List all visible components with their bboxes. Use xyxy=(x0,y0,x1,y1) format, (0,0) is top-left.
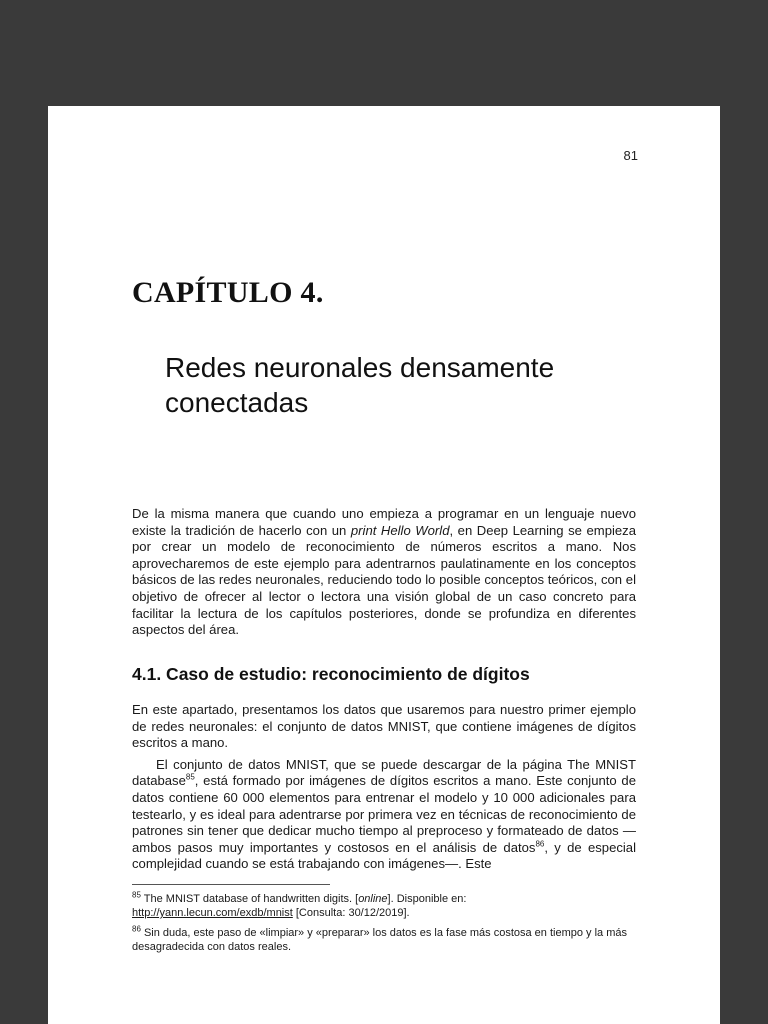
intro-text-b: , en Deep Learning se empieza por crear un modelo de reconocimiento de números escritos a mano. Nos aprovecharemos de este ejemplo para adentrarnos paulatinamente en los conceptos básicos de las redes neuronales, reduciendo todo lo posible conceptos teóricos, con el objetivo de ofrecer al lector o lectora una visión global de un caso concreto para facilitar la lectura de los capítulos posteriores, donde se profundiza en diferentes aspectos del área. xyxy=(132,522,636,638)
footnote-text: The MNIST database of handwritten digits. [ xyxy=(140,893,359,905)
footnote-85 xyxy=(132,892,642,920)
section-text-c: , y de especial complejidad cuando se está trabajando con imágenes—. Este xyxy=(132,839,636,872)
intro-emphasis: print Hello World xyxy=(350,522,450,538)
intro-paragraph xyxy=(132,506,636,639)
section-paragraph-2 xyxy=(132,757,636,873)
footnote-86 xyxy=(132,926,642,954)
footnote-text: ]. Disponible en: xyxy=(387,893,467,905)
footnote-number: 86 xyxy=(132,924,141,934)
section-paragraph-1: En este apartado, presentamos los datos que usaremos para nuestro primer ejemplo de redes neuronales: el conjunto de datos MNIST, que contiene imágenes de dígitos escritos a mano. xyxy=(132,702,636,751)
section-text-b: , está formado por imágenes de dígitos escritos a mano. Este conjunto de datos contiene 60 000 elementos para entrenar el modelo y 10 000 adicionales para testearlo, y es ideal para adentrarse por primera vez en técnicas de reconocimiento de patrones sin tener que dedicar mucho tiempo al preproceso y formateado de datos —ambos pasos muy importantes y costosos en el análisis de datos xyxy=(132,773,636,855)
footnote-divider xyxy=(132,884,330,885)
footnote-ref-86[interactable]: 86 xyxy=(535,839,545,849)
page-number: 81 xyxy=(623,148,638,163)
footnotes xyxy=(132,892,642,960)
footnote-text: [Consulta: 30/12/2019]. xyxy=(292,907,410,919)
chapter-label: CAPÍTULO 4. xyxy=(132,276,324,309)
footnote-number: 85 xyxy=(132,890,141,900)
footnote-ref-85[interactable]: 85 xyxy=(185,773,195,783)
book-page xyxy=(48,106,720,1024)
section-text-a: El conjunto de datos MNIST, que se puede descargar de la página The MNIST database xyxy=(132,756,636,789)
chapter-title: Redes neuronales densamente conectadas xyxy=(165,352,555,418)
section-heading: 4.1. Caso de estudio: reconocimiento de dígitos xyxy=(132,664,530,684)
footnote-emphasis: online xyxy=(358,893,388,905)
section-body xyxy=(132,702,636,878)
intro-text-a: De la misma manera que cuando uno empieza a programar en un lenguaje nuevo existe la tradición de hacerlo con un xyxy=(132,506,636,538)
mnist-link[interactable]: http://yann.lecun.com/exdb/mnist xyxy=(132,907,293,919)
footnote-text: Sin duda, este paso de «limpiar» y «preparar» los datos es la fase más costosa en tiempo y la más desagradecida con datos reales. xyxy=(132,927,628,953)
